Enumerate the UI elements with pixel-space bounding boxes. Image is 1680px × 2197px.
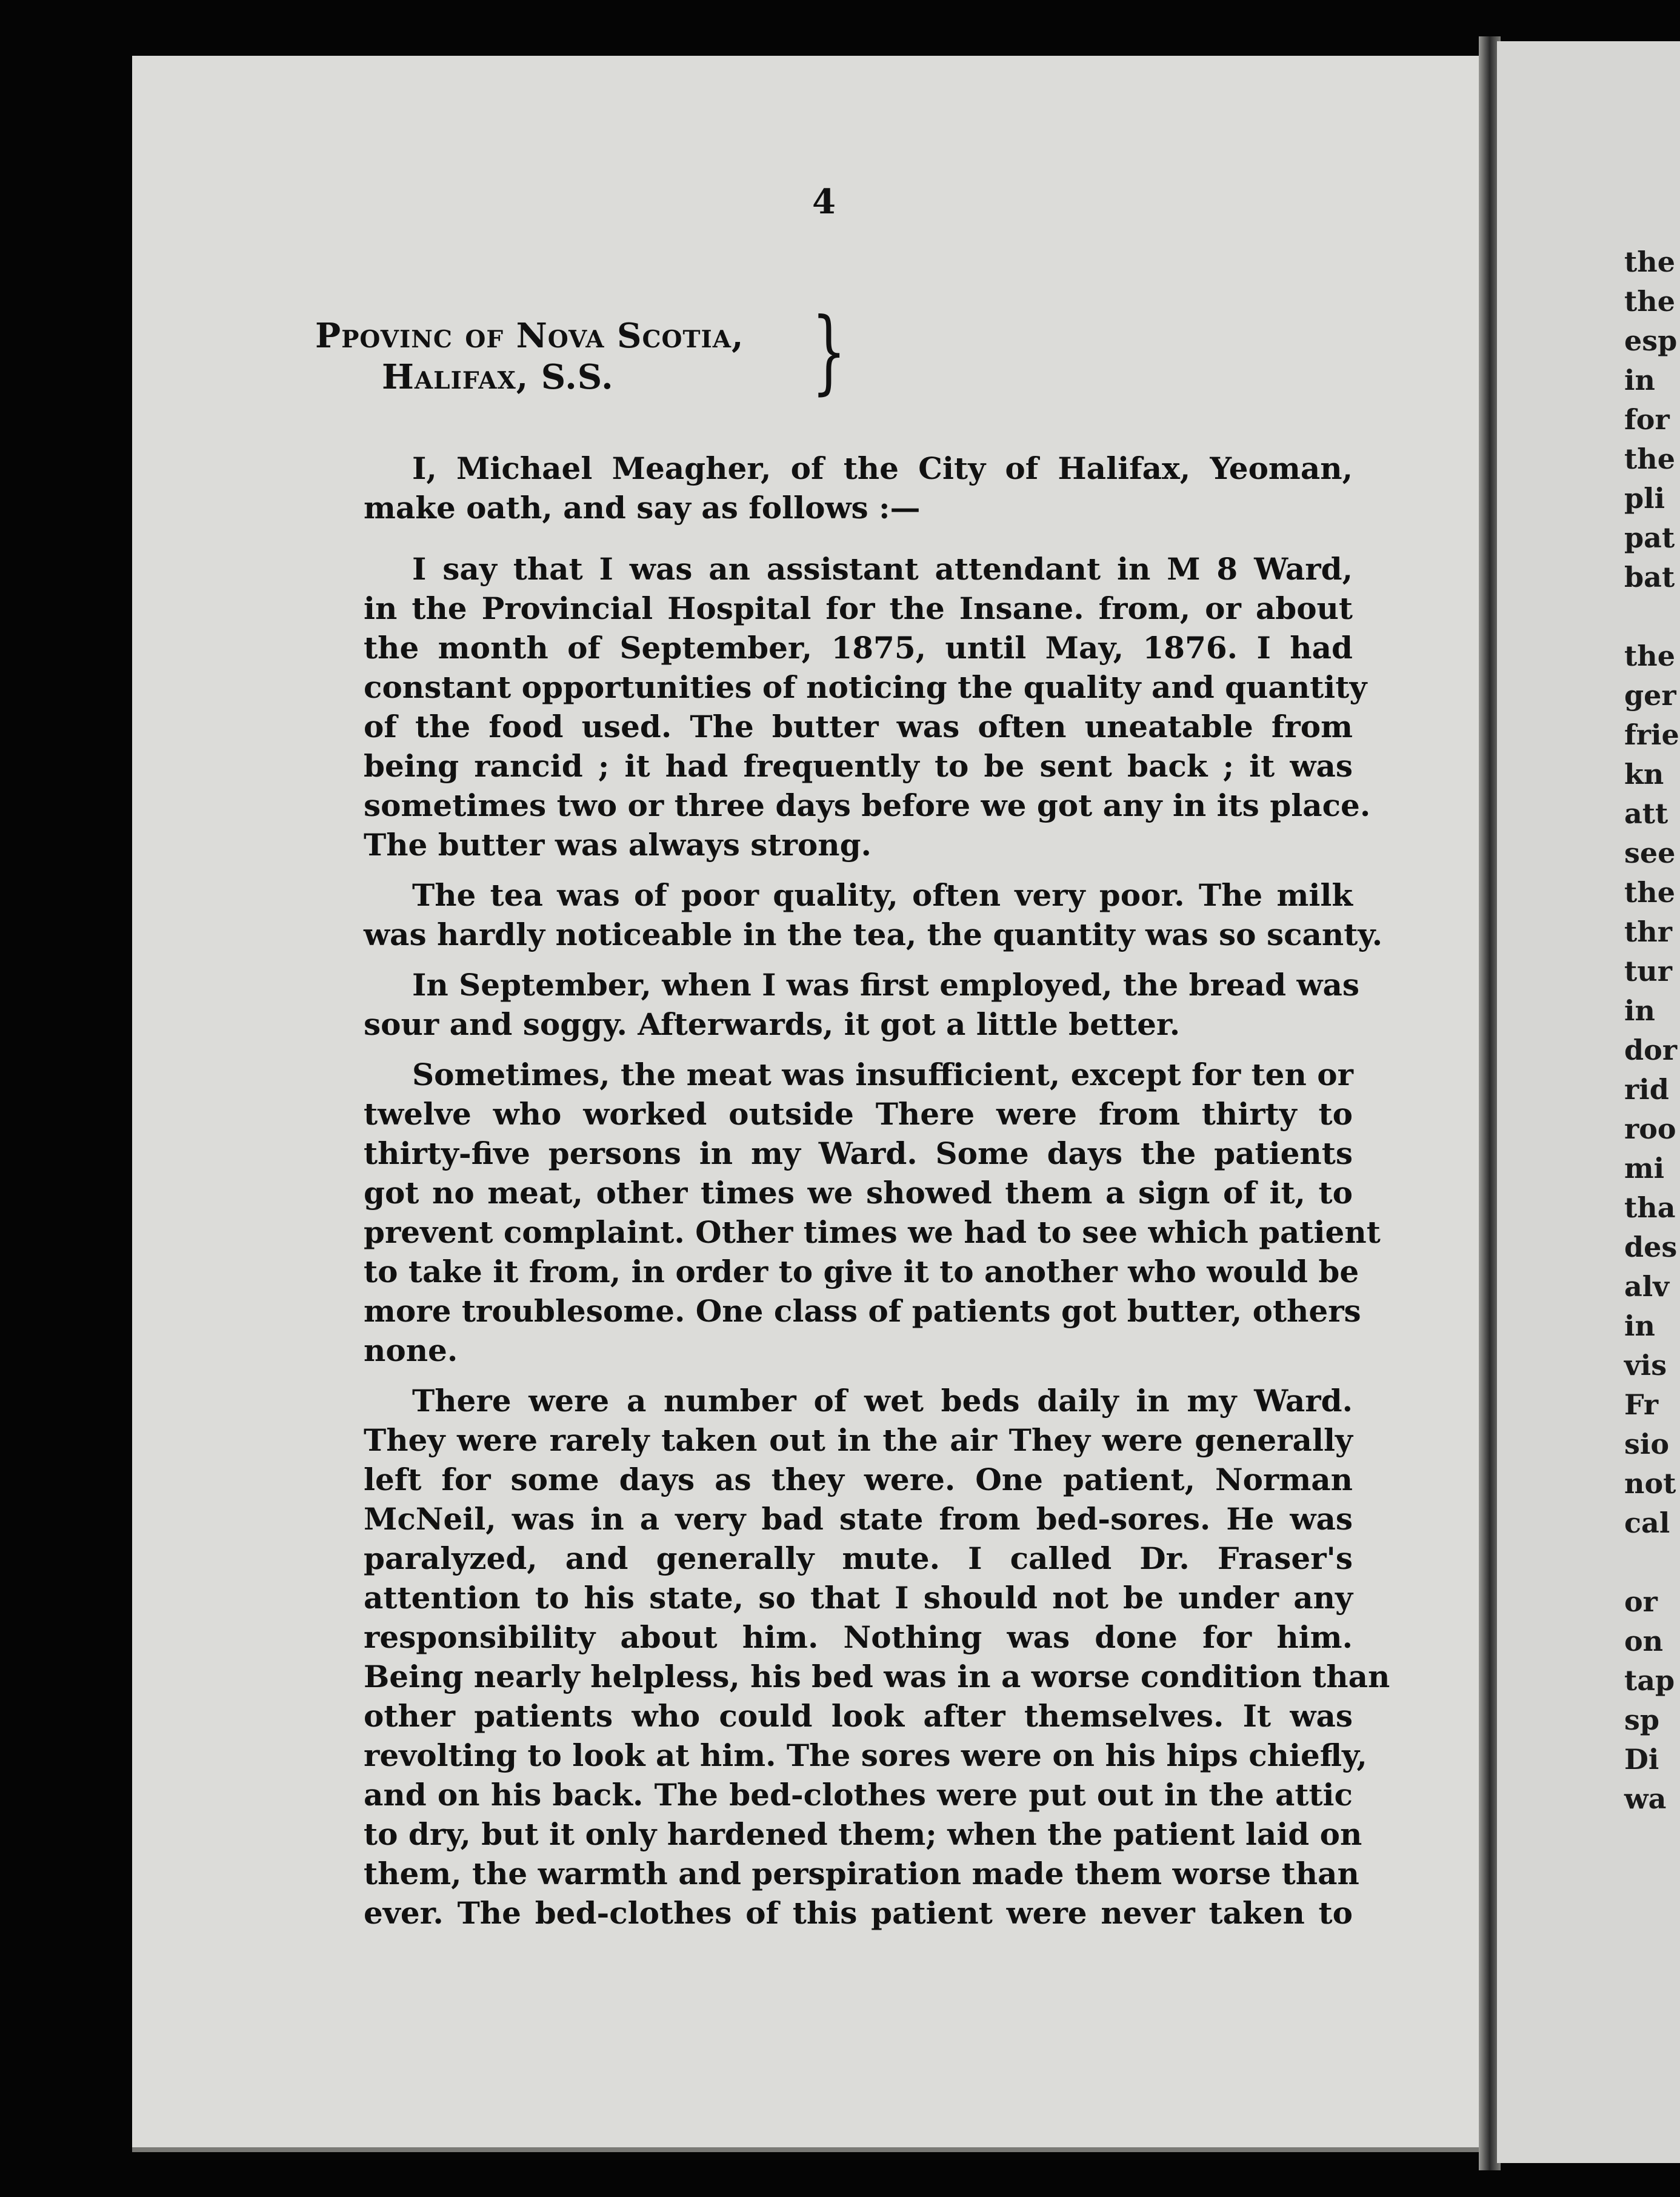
- facing-page-fragment: the: [1624, 640, 1675, 672]
- facing-page-fragment: tur: [1624, 955, 1672, 988]
- text-line: being rancid ; it had frequently to be sent back ; it was: [364, 748, 1353, 784]
- facing-page-fragment: not: [1624, 1467, 1676, 1500]
- text-line: more troublesome. One class of patients got butter, others: [364, 1293, 1361, 1329]
- text-line: them, the warmth and perspiration made them worse than: [364, 1856, 1359, 1891]
- facing-page-fragment: sio: [1624, 1428, 1670, 1460]
- text-line: to take it from, in order to give it to another who would be: [364, 1254, 1359, 1289]
- facing-page-fragment: sp: [1624, 1704, 1660, 1736]
- facing-page-fragment: tha: [1624, 1191, 1676, 1224]
- facing-page-fragment: mi: [1624, 1152, 1665, 1185]
- text-line: revolting to look at him. The sores were on his hips chiefly,: [364, 1737, 1367, 1773]
- text-line: twelve who worked outside There were from thirty to: [364, 1096, 1353, 1132]
- facing-page-fragment: rid: [1624, 1073, 1669, 1106]
- text-line: attention to his state, so that I should not be under any: [364, 1580, 1353, 1616]
- facing-page-fragment: the: [1624, 443, 1675, 475]
- text-line: got no meat, other times we showed them a sign of it, to: [364, 1175, 1353, 1211]
- facing-page-fragment: kn: [1624, 758, 1664, 791]
- facing-page-fragment: dor: [1624, 1034, 1678, 1066]
- facing-page-fragment: att: [1624, 797, 1668, 830]
- facing-page-fragment: the: [1624, 246, 1675, 278]
- text-line: of the food used. The butter was often uneatable from: [364, 709, 1353, 744]
- paragraph: [315, 1055, 1381, 1370]
- text-line: There were a number of wet beds daily in my Ward.: [412, 1383, 1353, 1419]
- facing-page-fragment: bat: [1624, 561, 1675, 594]
- text-line: Being nearly helpless, his bed was in a worse condition than: [364, 1659, 1390, 1694]
- paragraph: [315, 449, 1353, 527]
- text-line: thirty-five persons in my Ward. Some days the patients: [364, 1135, 1353, 1171]
- facing-page-fragment: in: [1624, 1309, 1655, 1342]
- text-line: constant opportunities of noticing the quality and quantity: [364, 669, 1367, 705]
- facing-page-fragment: the: [1624, 285, 1675, 318]
- facing-page-fragment: Fr: [1624, 1388, 1659, 1421]
- text-line: was hardly noticeable in the tea, the quantity was so scanty.: [364, 917, 1383, 952]
- text-line: I say that I was an assistant attendant in M 8 Ward,: [412, 551, 1353, 587]
- facing-page-fragment: frie: [1624, 718, 1679, 751]
- facing-page-fragment: [1624, 597, 1679, 637]
- facing-page-fragment: roo: [1624, 1112, 1676, 1145]
- text-line: make oath, and say as follows :—: [364, 490, 921, 526]
- text-line: other patients who could look after themselves. It was: [364, 1698, 1353, 1734]
- paragraph: [315, 549, 1371, 864]
- text-line: The tea was of poor quality, often very poor. The milk: [412, 877, 1353, 913]
- text-line: to dry, but it only hardened them; when the patient laid on: [364, 1816, 1362, 1852]
- facing-page-fragment: Di: [1624, 1743, 1659, 1776]
- affidavit-body: [315, 449, 1390, 1944]
- paragraph: [315, 1381, 1390, 1933]
- facing-page-fragment: des: [1624, 1231, 1678, 1263]
- facing-page-fragment: vis: [1624, 1349, 1667, 1382]
- text-line: ever. The bed-clothes of this patient were never taken to: [364, 1895, 1353, 1931]
- text-line: I, Michael Meagher, of the City of Halifax, Yeoman,: [412, 450, 1353, 486]
- facing-page-fragment: for: [1624, 403, 1670, 436]
- facing-page-fragment: esp: [1624, 324, 1678, 357]
- facing-page-fragment: or: [1624, 1585, 1658, 1618]
- paragraph: [315, 875, 1383, 954]
- text-line: In September, when I was first employed, the bread was: [412, 967, 1360, 1003]
- facing-page-fragment: alv: [1624, 1270, 1670, 1303]
- facing-page-fragment: on: [1624, 1625, 1664, 1657]
- text-line: in the Provincial Hospital for the Insane. from, or about: [364, 590, 1353, 626]
- text-line: The butter was always strong.: [364, 827, 872, 863]
- text-line: They were rarely taken out in the air They were generally: [364, 1422, 1353, 1458]
- text-line: sour and soggy. Afterwards, it got a little better.: [364, 1006, 1181, 1042]
- facing-page-fragment: in: [1624, 994, 1655, 1027]
- facing-page-fragment: in: [1624, 364, 1655, 396]
- facing-page-fragment: cal: [1624, 1506, 1670, 1539]
- text-line: none.: [364, 1333, 458, 1368]
- facing-page-fragment: see: [1624, 837, 1676, 869]
- text-line: sometimes two or three days before we got any in its place.: [364, 788, 1371, 823]
- county-line: Halifax, S.S.: [382, 357, 614, 397]
- facing-page-text: [1624, 242, 1679, 1819]
- facing-page-fragment: [1624, 1543, 1679, 1582]
- page-number: 4: [812, 182, 836, 222]
- venue-heading: [315, 315, 744, 398]
- curly-brace: }: [812, 299, 847, 404]
- facing-page-fragment: tap: [1624, 1664, 1675, 1697]
- text-line: paralyzed, and generally mute. I called Dr. Fraser's: [364, 1540, 1353, 1576]
- facing-page-fragment: pat: [1624, 521, 1675, 554]
- facing-page-fragment: thr: [1624, 915, 1672, 948]
- text-line: McNeil, was in a very bad state from bed-sores. He was: [364, 1501, 1353, 1537]
- province-line: Ppovinc of Nova Scotia,: [315, 316, 744, 356]
- facing-page-fragment: the: [1624, 876, 1675, 909]
- facing-page-fragment: pli: [1624, 482, 1665, 515]
- paragraph: [315, 965, 1360, 1044]
- text-line: the month of September, 1875, until May, 1876. I had: [364, 630, 1353, 666]
- text-line: prevent complaint. Other times we had to see which patient: [364, 1214, 1381, 1250]
- text-line: responsibility about him. Nothing was done for him.: [364, 1619, 1353, 1655]
- facing-page-fragment: ger: [1624, 679, 1676, 712]
- text-line: and on his back. The bed-clothes were put out in the attic: [364, 1777, 1353, 1813]
- text-line: Sometimes, the meat was insufficient, except for ten or: [412, 1057, 1353, 1092]
- facing-page-fragment: wa: [1624, 1782, 1667, 1815]
- text-line: left for some days as they were. One patient, Norman: [364, 1462, 1353, 1497]
